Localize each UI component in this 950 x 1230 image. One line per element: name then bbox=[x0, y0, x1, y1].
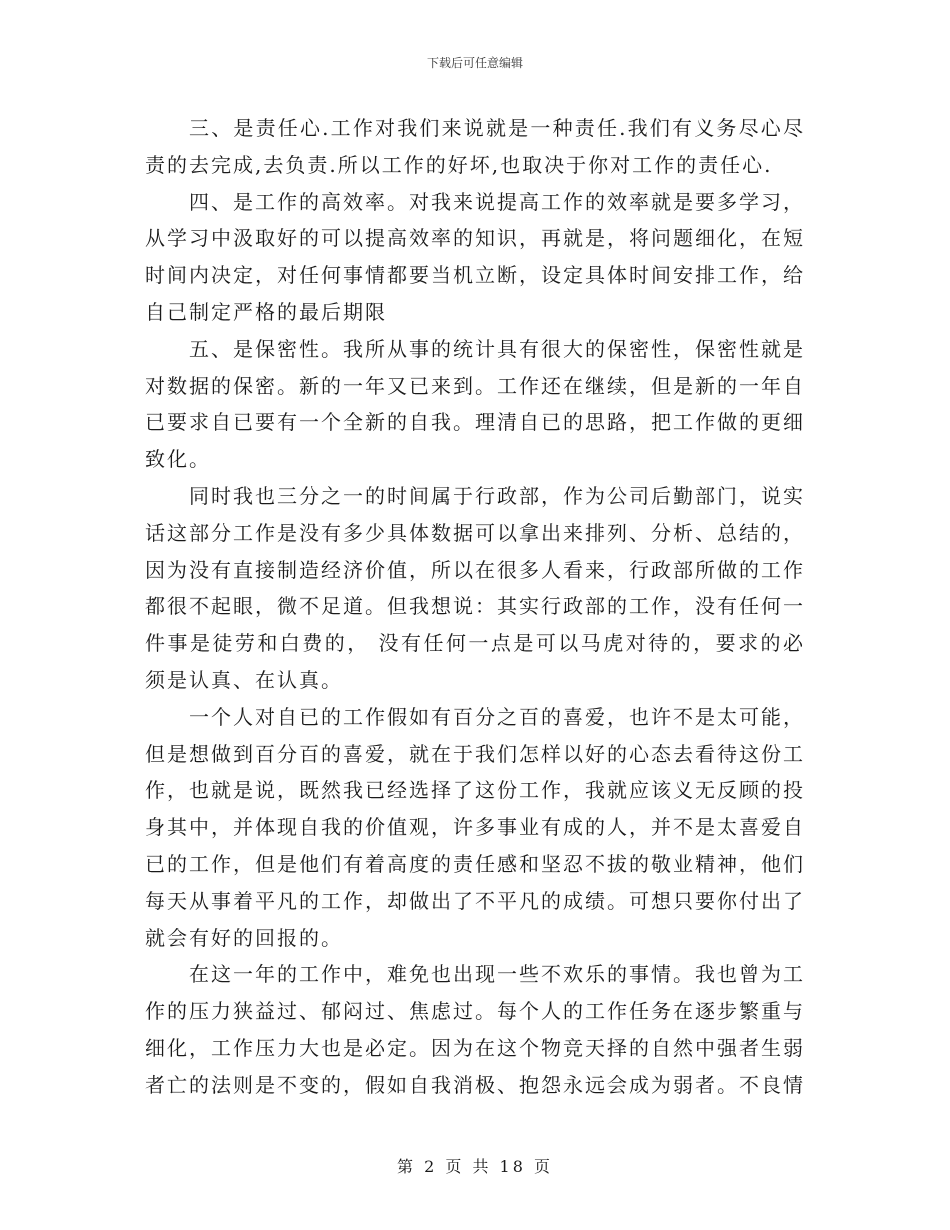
paragraph-confidentiality: 五、是保密性。我所从事的统计具有很大的保密性，保密性就是对数据的保密。新的一年又已来到。工作还在继续，但是新的一年自已要求自已要有一个全新的自我。理清自已的思路，把工作做的更细致化。 bbox=[145, 336, 805, 472]
paragraph-responsibility: 三、是责任心.工作对我们来说就是一种责任.我们有义务尽心尽责的去完成,去负责.所以工作的好坏,也取决于你对工作的责任心. bbox=[145, 116, 805, 177]
paragraph-work-pressure: 在这一年的工作中，难免也出现一些不欢乐的事情。我也曾为工作的压力狭益过、郁闷过、焦虑过。每个人的工作任务在逐步繁重与细化，工作压力大也是必定。因为在这个物竞天择的自然中强者生弱者亡的法则是不变的，假如自我消极、抱怨永远会成为弱者。不良情 bbox=[145, 962, 805, 1097]
paragraph-love-of-work: 一个人对自已的工作假如有百分之百的喜爱，也许不是太可能，但是想做到百分百的喜爱，就在于我们怎样以好的心态去看待这份工作，也就是说，既然我已经选择了这份工作，我就应该义无反顾的投身其中，并体现自我的价值观，许多事业有成的人，并不是太喜爱自已的工作，但是他们有着高度的责任感和坚忍不拔的敬业精神，他们每天从事着平凡的工作，却做出了不平凡的成绩。可想只要你付出了就会有好的回报的。 bbox=[145, 704, 805, 950]
document-body bbox=[145, 110, 805, 1104]
paragraph-efficiency: 四、是工作的高效率。对我来说提高工作的效率就是要多学习，从学习中汲取好的可以提高效率的知识，再就是，将问题细化，在短时间内决定，对任何事情都要当机立断，设定具体时间安排工作，给自己制定严格的最后期限 bbox=[145, 189, 805, 324]
page-header-note: 下载后可任意编辑 bbox=[426, 56, 523, 70]
page-number-footer: 第 2 页 共 18 页 bbox=[397, 1157, 553, 1176]
paragraph-admin-department: 同时我也三分之一的时间属于行政部，作为公司后勤部门，说实话这部分工作是没有多少具体数据可以拿出来排列、分析、总结的，因为没有直接制造经济价值，所以在很多人看来，行政部所做的工作都很不起眼，微不足道。但我想说：其实行政部的工作，没有任何一件事是徒劳和白费的， 没有任何一点是可以马虎对待的，要求的必须是认真、在认真。 bbox=[145, 483, 805, 692]
